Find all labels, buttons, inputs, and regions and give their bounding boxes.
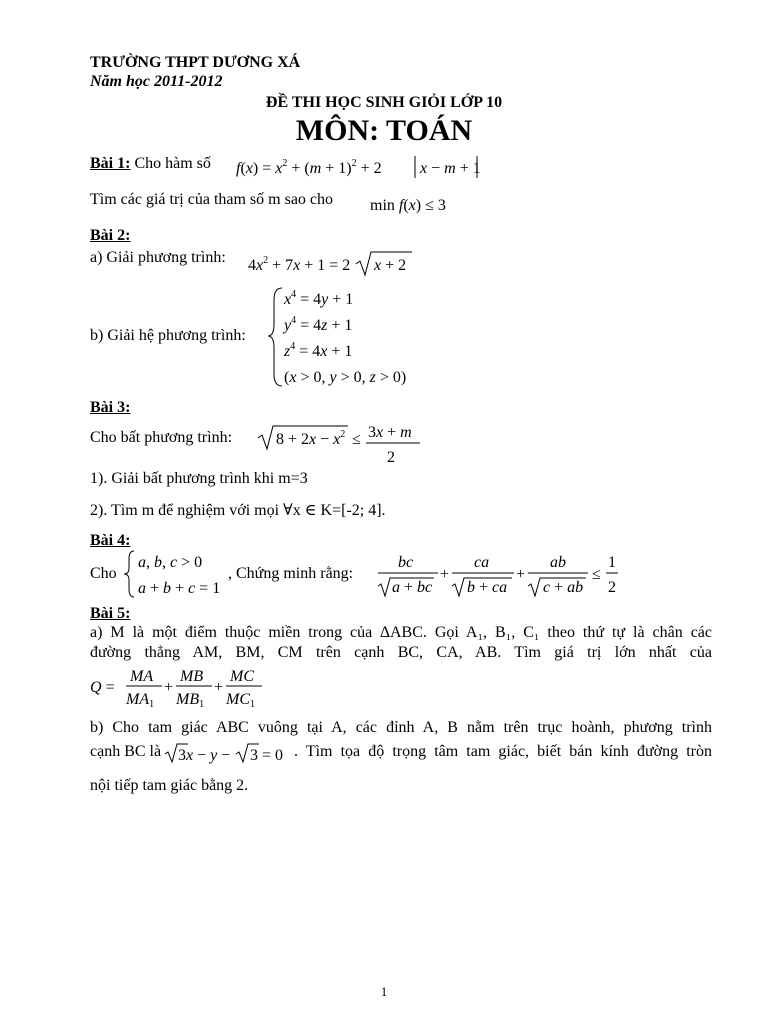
- svg-text:≤: ≤: [592, 566, 601, 583]
- bai5-a-line1: a) M là một điểm thuộc miền trong của ∆ABC. Gọi A₁, B₁, C₁ theo thứ tự là chân các: [90, 624, 712, 641]
- svg-text:bc: bc: [398, 554, 414, 571]
- svg-text:MC: MC: [230, 668, 254, 685]
- svg-text:a, b, c > 0: a, b, c > 0: [138, 554, 203, 571]
- svg-text:x + 2: x + 2: [374, 257, 407, 274]
- svg-text:≤: ≤: [352, 431, 361, 448]
- svg-text:MA1: MA1: [126, 691, 155, 710]
- svg-text:b + ca: b + ca: [467, 579, 508, 596]
- svg-text:f(x) = x2 + (m + 1)2 + 2: $f(x) = x^2 + (m + 1)^2 + 2$: [236, 158, 382, 177]
- school-name: TRƯỜNG THPT DƯƠNG XÁ: [90, 54, 301, 71]
- bai1-label: Bài 1:: [90, 155, 131, 172]
- bai4-prove-text: , Chứng minh rằng:: [228, 565, 354, 582]
- bai2-a-formula: [248, 248, 418, 278]
- svg-text:ca: ca: [474, 554, 490, 571]
- svg-text:MB: MB: [180, 668, 204, 685]
- bai3-part1: 1). Giải bất phương trình khi m=3: [90, 470, 308, 487]
- svg-text:3x − y −: 3x − y −: [178, 747, 231, 764]
- bai4-conditions: [124, 548, 234, 600]
- svg-text:+: +: [440, 566, 450, 583]
- subject-title: MÔN: TOÁN: [295, 114, 473, 147]
- svg-text:Q =: Q =: [90, 679, 115, 696]
- svg-text:y4 = 4z + 1: $y^4 = 4z + 1$: [284, 315, 353, 334]
- bai5-b-line2-end: . Tìm tọa độ trọng tâm tam giác, biết bán kính đường tròn: [294, 743, 712, 760]
- bai1-task: Tìm các giá trị của tham số m sao cho: [90, 191, 334, 208]
- bai1-condition: [370, 190, 470, 218]
- bai5-label: Bài 5:: [90, 605, 131, 622]
- bai1-line: [90, 154, 211, 174]
- svg-text:+: +: [214, 679, 224, 696]
- bai2-label: Bài 2:: [90, 227, 131, 244]
- bai2-b-text: b) Giải hệ phương trình:: [90, 327, 246, 344]
- svg-text:x − m + 1: x − m + 1: [420, 160, 481, 177]
- school-year: Năm học 2011-2012: [90, 73, 223, 90]
- svg-text:1: 1: [608, 554, 616, 571]
- svg-text:MB1: MB1: [176, 691, 205, 710]
- svg-text:x4 = 4y + 1: $x^4 = 4y + 1$: [284, 289, 354, 308]
- bai1-intro: Cho hàm số: [134, 155, 211, 172]
- svg-text:(x > 0, y > 0, z > 0): (x > 0, y > 0, z > 0): [284, 369, 407, 386]
- exam-title: ĐỀ THI HỌC SINH GIỎI LỚP 10: [265, 94, 503, 111]
- bai3-label: Bài 3:: [90, 399, 131, 416]
- svg-text:c + ab: c + ab: [543, 579, 584, 596]
- bai5-b-line3: nội tiếp tam giác bằng 2.: [90, 777, 249, 794]
- bai1-formula: [236, 150, 486, 182]
- svg-text:2: 2: [387, 449, 395, 466]
- svg-text:MC1: MC1: [226, 691, 255, 710]
- bai5-b-line2-start: cạnh BC là: [90, 743, 162, 760]
- svg-text:MA: MA: [130, 668, 154, 685]
- svg-text:8 + 2x − x2: $8 + 2x - x^2$: [276, 429, 346, 448]
- svg-text:min f(x) ≤ 3: min f(x) ≤ 3: [370, 197, 446, 214]
- svg-text:+: +: [164, 679, 174, 696]
- svg-text:3 = 0: 3 = 0: [250, 747, 284, 764]
- svg-text:z4 = 4x + 1: $z^4 = 4x + 1$: [284, 341, 353, 360]
- bai5-b-line1: b) Cho tam giác ABC vuông tại A, các đỉnh A, B nằm trên trục hoành, phương trình: [90, 719, 712, 736]
- bai3-intro: Cho bất phương trình:: [90, 429, 233, 446]
- bai5-a-line2: đường thẳng AM, BM, CM trên cạnh BC, CA, AB. Tìm giá trị lớn nhất của: [90, 644, 712, 661]
- bai5-b-formula: [164, 738, 294, 766]
- svg-text:2: 2: [608, 579, 616, 596]
- bai4-label: Bài 4:: [90, 532, 131, 549]
- svg-text:a + b + c = 1: a + b + c = 1: [138, 580, 221, 597]
- svg-text:a + bc: a + bc: [392, 579, 433, 596]
- bai4-intro: Cho: [90, 565, 117, 582]
- bai4-formula: [376, 550, 626, 600]
- bai5-a-formula: [90, 664, 270, 712]
- svg-text:ab: ab: [550, 554, 566, 571]
- svg-text:3x + m: 3x + m: [368, 424, 412, 441]
- svg-text:+: +: [516, 566, 526, 583]
- bai3-formula: [256, 418, 426, 468]
- bai2-a-text: a) Giải phương trình:: [90, 249, 226, 266]
- svg-text:4x2 + 7x + 1 = 2: $4x^2 + 7x + 1 = 2$: [248, 255, 351, 274]
- page-number: 1: [380, 984, 388, 999]
- bai3-part2: 2). Tìm m để nghiệm với mọi ∀x ∈ K=[-2; 4].: [90, 502, 386, 519]
- bai2-system: [268, 284, 428, 392]
